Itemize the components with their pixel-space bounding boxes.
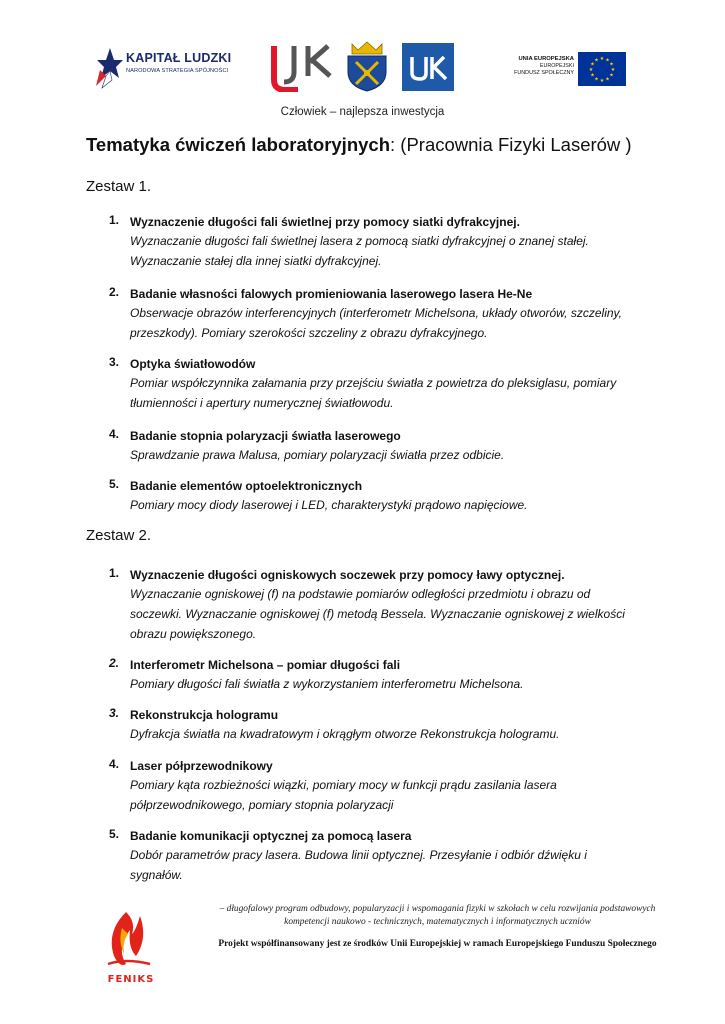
item-number: 5.: [109, 827, 120, 841]
item-description-line: obrazu powiększonego.: [130, 627, 257, 641]
item-description-line: Wyznaczanie długości fali świetlnej lasera z pomocą siatki dyfrakcyjnej o znanej stałej.: [130, 234, 589, 248]
item-title: Optyka światłowodów: [130, 357, 256, 371]
svg-text:★: ★: [609, 72, 614, 79]
svg-text:★: ★: [594, 57, 599, 64]
set-1-item-4: [109, 427, 649, 465]
page-title-bold: Tematyka ćwiczeń laboratoryjnych: [86, 134, 390, 155]
set-2-item-2: [109, 656, 649, 694]
item-number: 4.: [109, 427, 120, 441]
item-description-line: Sprawdzanie prawa Malusa, pomiary polaryzacji światła przez odbicie.: [130, 448, 505, 462]
footer-line: – długofalowy program odbudowy, popularyzacji i wspomagania fizyki w szkołach w celu rozwijania podstawowych: [219, 904, 656, 914]
set-1-heading: Zestaw 1.: [86, 178, 152, 195]
feniks-label: FENIKS: [107, 974, 155, 985]
svg-text:★: ★: [610, 67, 616, 73]
eu-line-1: UNIA EUROPEJSKA: [518, 56, 574, 62]
eu-efs-logo: [500, 52, 626, 86]
kapital-ludzki-star-icon: [92, 46, 124, 90]
uj-logo: [268, 42, 338, 92]
svg-text:★: ★: [609, 61, 614, 68]
eu-line-3: FUNDUSZ SPOŁECZNY: [514, 70, 574, 76]
svg-text:★: ★: [590, 72, 595, 79]
page-title: [86, 134, 632, 156]
item-description-line: sygnałów.: [130, 868, 183, 882]
item-title: Interferometr Michelsona – pomiar długości fali: [130, 658, 401, 672]
university-crest-icon: [344, 40, 390, 92]
item-number: 3.: [109, 355, 120, 369]
item-description: [130, 724, 649, 744]
item-description-line: Pomiary długości fali światła z wykorzystaniem interferometru Michelsona.: [130, 677, 524, 691]
set-2-item-5: [109, 827, 649, 885]
item-description: [130, 445, 649, 465]
set-2-item-4: [109, 757, 649, 815]
set-2-item-3: [109, 706, 649, 744]
svg-text:★: ★: [599, 56, 605, 62]
item-title: Badanie komunikacji optycznej za pomocą lasera: [130, 829, 412, 843]
item-number: 3.: [109, 706, 120, 720]
set-1-item-5: [109, 477, 649, 515]
item-number: 2.: [109, 656, 120, 670]
uk-faculty-logo: [402, 43, 454, 91]
item-description: [130, 231, 649, 271]
svg-text:★: ★: [605, 76, 610, 83]
item-description-line: przeszkody). Pomiary szerokości szczeliny z obrazu dyfrakcyjnego.: [130, 326, 488, 340]
item-number: 5.: [109, 477, 120, 491]
item-description-line: Dyfrakcja światła na kwadratowym i okrągłym otworze Rekonstrukcja hologramu.: [130, 727, 560, 741]
item-description: [130, 373, 649, 413]
item-title: Badanie własności falowych promieniowania laserowego lasera He-Ne: [130, 287, 533, 301]
item-number: 4.: [109, 757, 120, 771]
set-1-item-3: [109, 355, 649, 413]
item-description-line: Obserwacje obrazów interferencyjnych (interferometr Michelsona, układy otworów, szczeliny,: [130, 306, 622, 320]
kapital-ludzki-title: KAPITAŁ LUDZKI: [126, 51, 232, 65]
footer-program-description: [0, 903, 725, 929]
set-2-heading: Zestaw 2.: [86, 527, 152, 544]
item-description-line: tłumienności i apertury numerycznej światłowodu.: [130, 396, 394, 410]
item-description-line: Wyznaczanie ogniskowej (f) na podstawie pomiarów odległości przedmiotu i obrazu od: [130, 587, 591, 601]
svg-text:★: ★: [594, 76, 599, 83]
eu-flag-icon: [578, 52, 626, 86]
svg-text:★: ★: [605, 57, 610, 64]
item-title: Wyznaczenie długości ogniskowych soczewek przy pomocy ławy optycznej.: [130, 568, 565, 582]
page-title-rest: : (Pracownia Fizyki Laserów ): [390, 134, 632, 155]
set-2-item-1: [109, 566, 649, 644]
item-title: Badanie stopnia polaryzacji światła laserowego: [130, 429, 401, 443]
svg-text:★: ★: [588, 67, 594, 73]
footer-line: kompetencji naukowo - technicznych, matematycznych i informatycznych uczniów: [284, 917, 591, 927]
item-number: 1.: [109, 213, 120, 227]
item-description-line: Dobór parametrów pracy lasera. Budowa linii optycznej. Przesyłanie i odbiór dźwięku i: [130, 848, 587, 862]
item-description-line: Pomiar współczynnika załamania przy przejściu światła z powietrza do pleksiglasu, pomiary: [130, 376, 617, 390]
set-1-item-2: [109, 285, 649, 343]
item-title: Badanie elementów optoelektronicznych: [130, 479, 363, 493]
item-description-line: Wyznaczanie stałej dla innej siatki dyfrakcyjnej.: [130, 254, 382, 268]
item-title: Rekonstrukcja hologramu: [130, 708, 279, 722]
item-description: [130, 584, 649, 644]
item-description-line: Pomiary mocy diody laserowej i LED, charakterystyki prądowo napięciowe.: [130, 498, 528, 512]
item-description-line: Pomiary kąta rozbieżności wiązki, pomiary mocy w funkcji prądu zasilania lasera: [130, 778, 557, 792]
set-1-item-1: [109, 213, 649, 271]
item-number: 1.: [109, 566, 120, 580]
footer-cofinancing-note: Projekt współfinansowany jest ze środków Unii Europejskiej w ramach Europejskiego Funduszu Społecznego: [218, 939, 657, 949]
item-description-line: soczewki. Wyznaczanie ogniskowej (f) metodą Bessela. Wyznaczanie ogniskowej z wielkości: [130, 607, 625, 621]
item-title: Laser półprzewodnikowy: [130, 759, 273, 773]
svg-text:★: ★: [590, 61, 595, 68]
item-description: [130, 845, 649, 885]
item-description: [130, 674, 649, 694]
item-number: 2.: [109, 285, 120, 299]
item-description: [130, 303, 649, 343]
item-title: Wyznaczenie długości fali świetlnej przy pomocy siatki dyfrakcyjnej.: [130, 215, 520, 229]
motto-text: Człowiek – najlepsza inwestycja: [280, 106, 445, 118]
item-description: [130, 775, 649, 815]
item-description: [130, 495, 649, 515]
item-description-line: półprzewodnikowego, pomiary stopnia polaryzacji: [130, 798, 394, 812]
kapital-ludzki-logo: [92, 46, 232, 90]
kapital-ludzki-subtitle: NARODOWA STRATEGIA SPÓJNOŚCI: [126, 68, 229, 74]
svg-text:★: ★: [599, 78, 605, 84]
eu-line-2: EUROPEJSKI: [539, 63, 574, 69]
